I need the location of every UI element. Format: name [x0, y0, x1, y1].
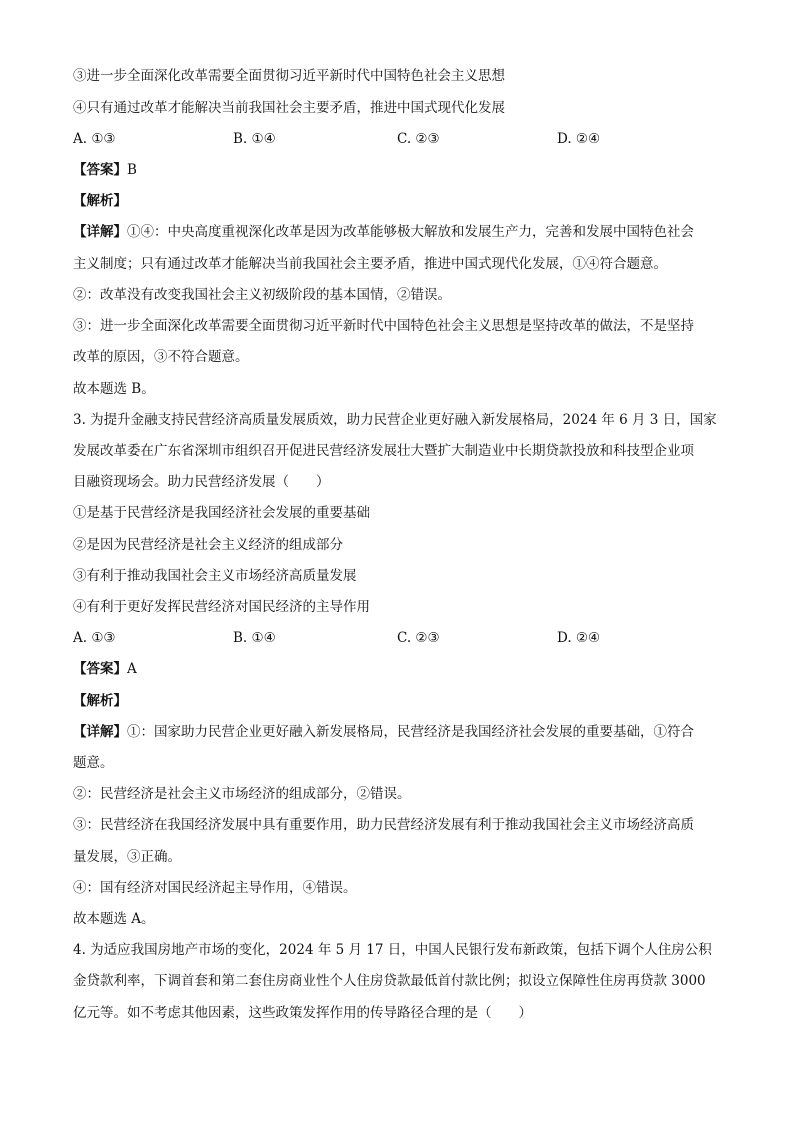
q3-detail-1b: 题意。 — [73, 755, 114, 771]
detail-text: ①④：中央高度重视深化改革是因为改革能够极大解放和发展生产力，完善和发展中国特色社会 — [127, 224, 694, 240]
detail-text: ①：国家助力民营企业更好融入新发展格局，民营经济是我国经济社会发展的重要基础，①符合 — [127, 724, 694, 740]
q3-detail-3a: ③：民营经济在我国经济发展中具有重要作用，助力民营经济发展有利于推动我国社会主义市场经济高质 — [73, 817, 694, 833]
q3-option-a: A. ①③ — [73, 630, 116, 646]
answer-label: 【答案】 — [73, 661, 127, 677]
q3-conclusion: 故本题选 A。 — [73, 911, 155, 927]
q4-stem-1: 4. 为适应我国房地产市场的变化，2024 年 5 月 17 日，中国人民银行发布新政策，包括下调个人住房公积 — [73, 942, 712, 958]
detail-label: 【详解】 — [73, 724, 127, 740]
q3-item-4: ④有利于更好发挥民营经济对国民经济的主导作用 — [73, 599, 370, 615]
q3-stem-2: 发展改革委在广东省深圳市组织召开促进民营经济发展壮大暨扩大制造业中长期贷款投放和科技型企业项 — [73, 443, 694, 459]
detail-label: 【详解】 — [73, 224, 127, 240]
q2-option-c: C. ②③ — [397, 131, 440, 147]
q3-option-c: C. ②③ — [397, 630, 440, 646]
q2-conclusion: 故本题选 B。 — [73, 381, 155, 397]
q2-item-4: ④只有通过改革才能解决当前我国社会主要矛盾，推进中国式现代化发展 — [73, 100, 505, 116]
q2-detail-1b: 主义制度；只有通过改革才能解决当前我国社会主要矛盾，推进中国式现代化发展，①④符合题意。 — [73, 256, 667, 272]
answer-value: A — [127, 661, 137, 677]
answer-value: B — [127, 162, 137, 178]
q3-item-1: ①是基于民营经济是我国经济社会发展的重要基础 — [73, 505, 370, 521]
q3-item-2: ②是因为民营经济是社会主义经济的组成部分 — [73, 537, 343, 553]
q3-stem-3: 目融资现场会。助力民营经济发展（ ） — [73, 474, 330, 490]
q2-analysis-label: 【解析】 — [73, 193, 127, 209]
answer-label: 【答案】 — [73, 162, 127, 178]
q3-option-b: B. ①④ — [233, 630, 276, 646]
q2-detail-1a — [73, 222, 723, 242]
q3-detail-3b: 量发展，③正确。 — [73, 849, 181, 865]
q4-stem-2: 金贷款利率，下调首套和第二套住房商业性个人住房贷款最低首付款比例；拟设立保障性住房再贷款 3000 — [73, 973, 706, 989]
q3-detail-1a — [73, 722, 723, 742]
q3-analysis-label: 【解析】 — [73, 693, 127, 709]
q3-answer — [73, 659, 723, 679]
q2-detail-3b: 改革的原因，③不符合题意。 — [73, 349, 249, 365]
q4-stem-3: 亿元等。如不考虑其他因素，这些政策发挥作用的传导路径合理的是（ ） — [73, 1005, 532, 1021]
q2-option-a: A. ①③ — [73, 131, 116, 147]
q3-detail-2: ②：民营经济是社会主义市场经济的组成部分，②错误。 — [73, 786, 411, 802]
q2-option-d: D. ②④ — [557, 131, 601, 147]
q3-option-d: D. ②④ — [557, 630, 601, 646]
q2-option-b: B. ①④ — [233, 131, 276, 147]
q2-answer — [73, 160, 723, 180]
q3-item-3: ③有利于推动我国社会主义市场经济高质量发展 — [73, 568, 357, 584]
q3-stem-1: 3. 为提升金融支持民营经济高质量发展质效，助力民营企业更好融入新发展格局，2024 年 6 月 3 日，国家 — [73, 412, 717, 428]
q2-item-3: ③进一步全面深化改革需要全面贯彻习近平新时代中国特色社会主义思想 — [73, 68, 505, 84]
q2-detail-2: ②：改革没有改变我国社会主义初级阶段的基本国情，②错误。 — [73, 287, 451, 303]
q2-detail-3a: ③：进一步全面深化改革需要全面贯彻习近平新时代中国特色社会主义思想是坚持改革的做法，不是坚持 — [73, 318, 694, 334]
q3-detail-4: ④：国有经济对国民经济起主导作用，④错误。 — [73, 880, 357, 896]
